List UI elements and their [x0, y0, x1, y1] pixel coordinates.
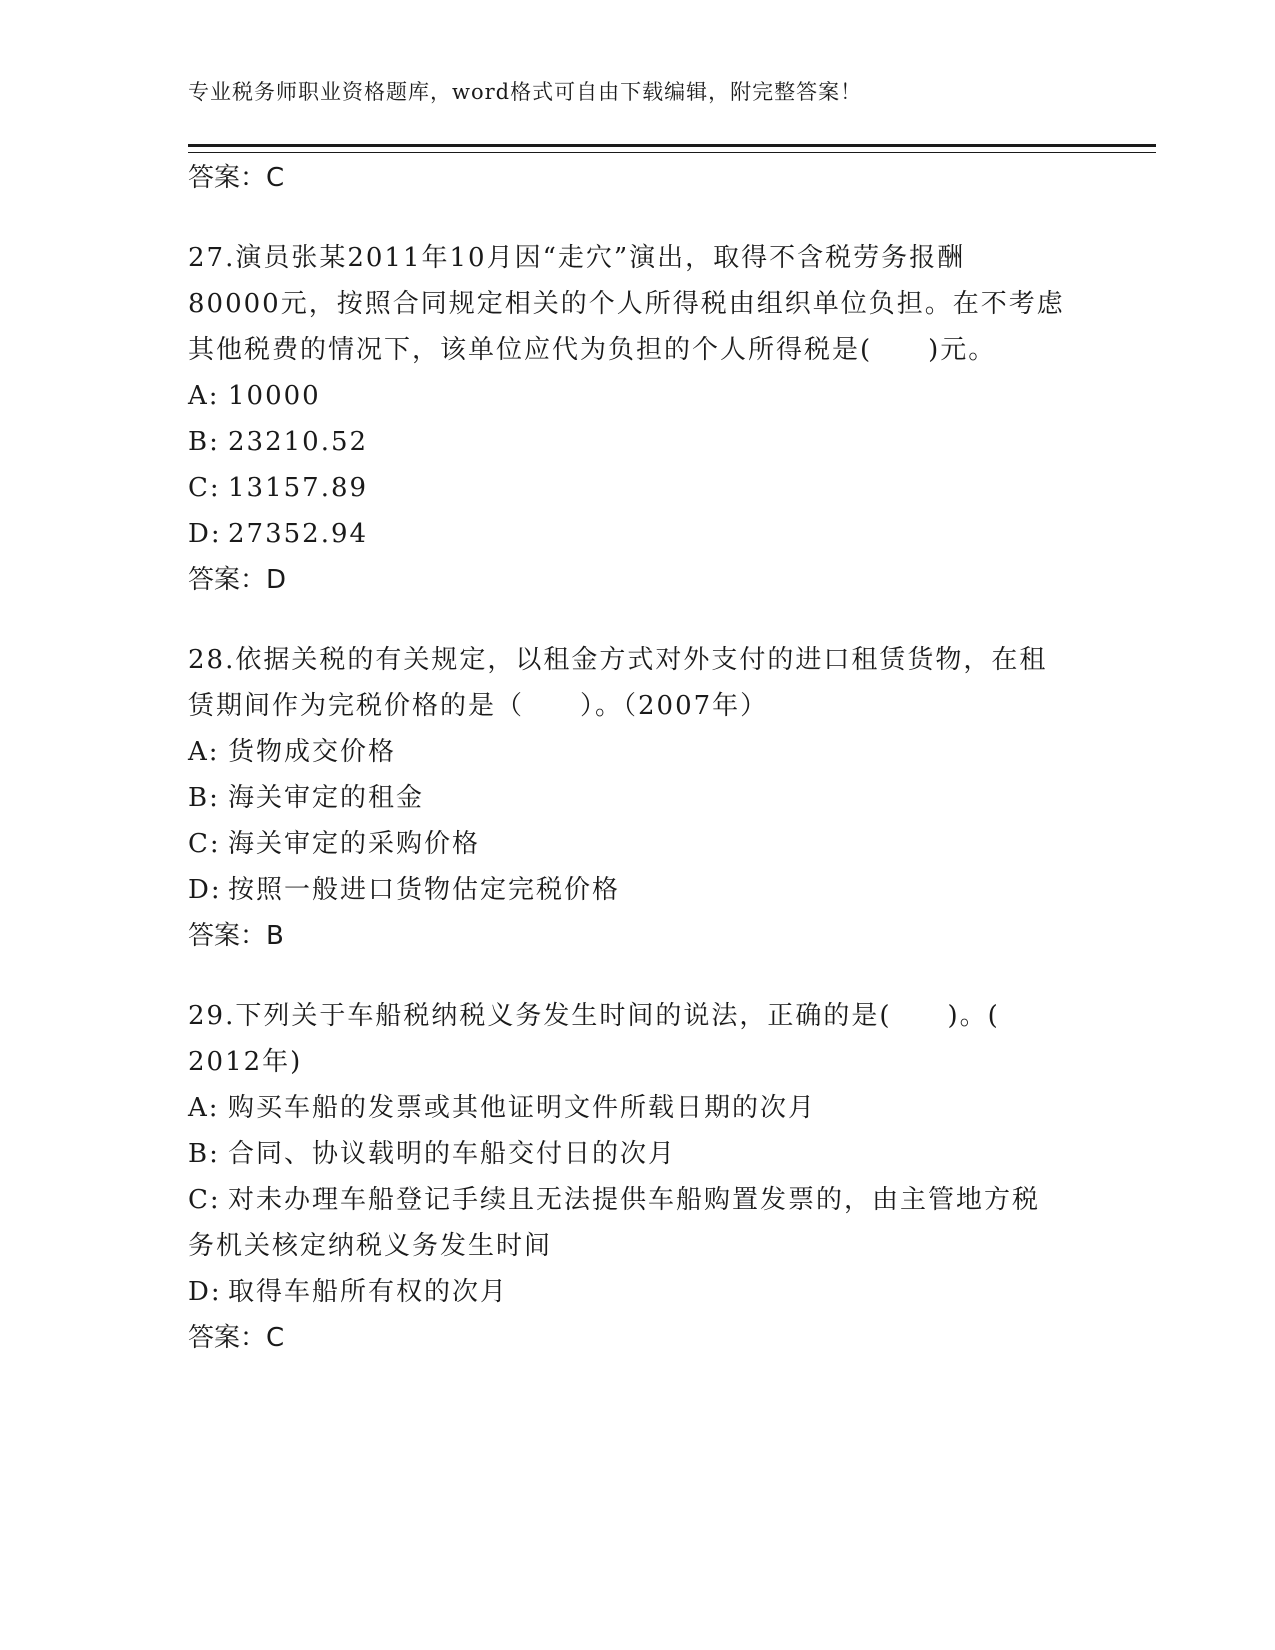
option-c [188, 821, 1088, 867]
option-letter: C: [188, 829, 221, 859]
question-line: 27.演员张某2011年10月因“走穴”演出，取得不含税劳务报酬 [188, 243, 966, 273]
option-text: 23210.52 [228, 427, 369, 457]
option-letter: A: [188, 381, 220, 411]
option-d [188, 867, 1088, 913]
question-line: 80000元，按照合同规定相关的个人所得税由组织单位负担。在不考虑 [188, 289, 1065, 319]
option-letter: C: [188, 473, 221, 503]
option-a [188, 373, 1088, 419]
page-header: 专业税务师职业资格题库，word格式可自由下载编辑，附完整答案！ [188, 80, 863, 104]
option-letter: B: [188, 1139, 220, 1169]
option-text: 合同、协议载明的车船交付日的次月 [228, 1139, 677, 1169]
option-letter: B: [188, 783, 220, 813]
option-text: 13157.89 [228, 473, 369, 503]
option-d [188, 511, 1088, 557]
question-line: 其他税费的情况下，该单位应代为负担的个人所得税是( )元。 [188, 335, 997, 365]
option-text: 按照一般进口货物估定完税价格 [228, 875, 621, 905]
option-text: 购买车船的发票或其他证明文件所载日期的次月 [228, 1093, 817, 1123]
option-text: 对未办理车船登记手续且无法提供车船购置发票的，由主管地方税 [228, 1185, 1041, 1215]
option-text: 10000 [228, 381, 321, 411]
option-letter: B: [188, 427, 220, 457]
option-text: 货物成交价格 [228, 737, 397, 767]
answer-label: 答案：C [188, 163, 285, 193]
answer-label: 答案：B [188, 921, 284, 951]
option-c [188, 1177, 1088, 1223]
option-c-continuation: 务机关核定纳税义务发生时间 [188, 1231, 553, 1261]
option-text: 27352.94 [228, 519, 369, 549]
question-29 [188, 993, 1088, 1361]
question-28 [188, 637, 1088, 959]
question-line: 赁期间作为完税价格的是（ ）。（2007年） [188, 691, 769, 721]
header-divider [188, 144, 1156, 153]
option-letter: A: [188, 737, 220, 767]
option-text: 取得车船所有权的次月 [228, 1277, 509, 1307]
option-text: 海关审定的租金 [228, 783, 425, 813]
option-a [188, 1085, 1088, 1131]
option-a [188, 729, 1088, 775]
option-c [188, 465, 1088, 511]
question-line: 28.依据关税的有关规定，以租金方式对外支付的进口租赁货物，在租 [188, 645, 1048, 675]
option-text: 海关审定的采购价格 [228, 829, 481, 859]
option-letter: D: [188, 1277, 222, 1307]
option-letter: D: [188, 519, 222, 549]
option-letter: D: [188, 875, 222, 905]
answer-label: 答案：D [188, 565, 287, 595]
document-body [188, 155, 1088, 1361]
option-letter: A: [188, 1093, 220, 1123]
question-line: 29.下列关于车船税纳税义务发生时间的说法，正确的是( )。( [188, 1001, 1000, 1031]
option-d [188, 1269, 1088, 1315]
option-b [188, 775, 1088, 821]
option-letter: C: [188, 1185, 221, 1215]
answer-label: 答案：C [188, 1323, 285, 1353]
option-b [188, 419, 1088, 465]
option-b [188, 1131, 1088, 1177]
question-27 [188, 235, 1088, 603]
question-line: 2012年) [188, 1047, 303, 1077]
